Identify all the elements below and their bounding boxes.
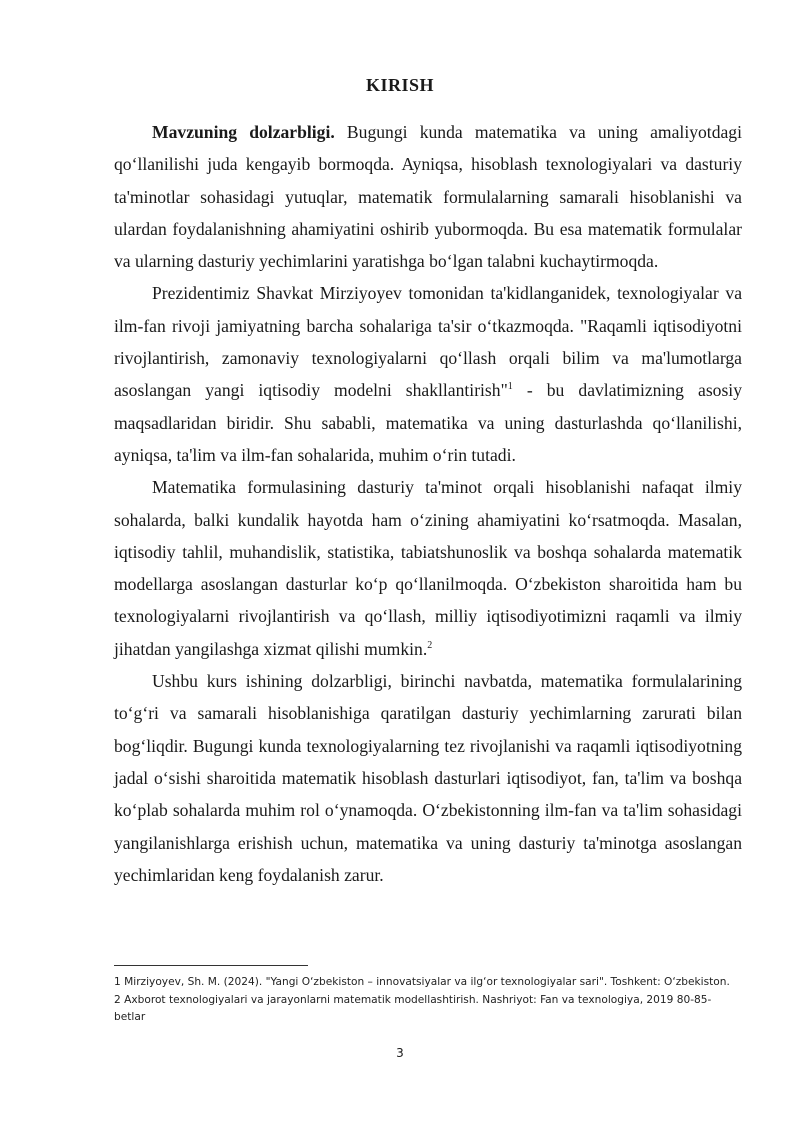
footnote-ref-1[interactable]: 1 bbox=[507, 381, 513, 393]
footnote-separator bbox=[114, 965, 308, 966]
footnote-1: 1 Mirziyoyev, Sh. M. (2024). "Yangi O‘zbekiston – innovatsiyalar va ilg‘or texnologiyalar sari". Toshkent: O‘zbekiston. bbox=[114, 976, 730, 988]
paragraph-software-calculation bbox=[114, 471, 742, 665]
page-number: 3 bbox=[396, 1046, 404, 1060]
paragraph-text: Matematika formulasining dasturiy ta'minot orqali hisoblanishi nafaqat ilmiy sohalarda, balki kundalik hayotda ham o‘zining ahamiyatini ko‘rsatmoqda. Masalan, iqtisodiy tahlil, muhandislik, statistika, tabiatshunoslik va boshqa sohalarda matematik modellarga asoslangan dasturlar ko‘p qo‘llanilmoqda. O‘zbekiston sharoitida ham bu texnologiyalarni rivojlantirish va qo‘llash, milliy iqtisodiyotimizni raqamli va ilmiy jihatdan yangilashga xizmat qilishi mumkin. bbox=[114, 477, 742, 659]
paragraph-text: Prezidentimiz Shavkat Mirziyoyev tomonidan ta'kidlanganidek, texnologiyalar va ilm-fan rivoji jamiyatning barcha sohalariga ta'sir o‘tkazmoqda. "Raqamli iqtisodiyotni rivojlantirish, zamonaviy texnologiyalarni qo‘llash orqali bilim va ma'lumotlarga asoslangan yangi iqtisodiy modelni shakllantirish" bbox=[114, 283, 742, 401]
footnotes bbox=[114, 974, 742, 1027]
paragraph-text: - bu davlatimizning asosiy maqsadlaridan biridir. Shu sababli, matematika va uning dasturlashda qo‘llanilishi, ayniqsa, ta'lim va ilm-fan sohalarida, muhim o‘rin tutadi. bbox=[114, 380, 742, 465]
paragraph-text: Ushbu kurs ishining dolzarbligi, birinchi navbatda, matematika formulalarining to‘g‘ri va samarali hisoblanishiga qaratilgan dasturiy yechimlarning zarurati bilan bog‘liqdir. Bugungi kunda texnologiyalarning tez rivojlanishi va raqamli iqtisodiyotning jadal o‘sishi sharoitida matematik hisoblash dasturlari iqtisodiyot, fan, ta'lim va boshqa ko‘plab sohalarda muhim rol o‘ynamoqda. O‘zbekistonning ilm-fan va ta'lim sohasidagi yangilanishlarga erishish uchun, matematika va uning dasturiy ta'minotga asoslangan yechimlaridan keng foydalanish zarur. bbox=[114, 671, 742, 885]
paragraph-coursework-relevance bbox=[114, 665, 742, 891]
footnote-ref-2[interactable]: 2 bbox=[427, 639, 433, 651]
paragraph-president-quote bbox=[114, 277, 742, 471]
paragraph-text: Bugungi kunda matematika va uning amaliyotdagi qo‘llanilishi juda kengayib bormoqda. Ayniqsa, hisoblash texnologiyalari va dasturiy ta'minotlar sohasidagi yutuqlar, matematik formulalarning samarali hisoblanishi va ulardan foydalanishning ahamiyatini oshirib yubormoqda. Bu esa matematik formulalar va ularning dasturiy yechimlarini yaratishga bo‘lgan talabni kuchaytirmoqda. bbox=[114, 122, 742, 272]
footnote-2: 2 Axborot texnologiyalari va jarayonlarni matematik modellashtirish. Nashriyot: Fan va texnologiya, 2019 80-85-betlar bbox=[114, 993, 712, 1024]
body-text bbox=[114, 116, 742, 891]
section-title: KIRISH bbox=[365, 75, 435, 95]
paragraph-bold-lead: Mavzuning dolzarbligi. bbox=[152, 122, 335, 142]
paragraph-relevance bbox=[114, 116, 742, 277]
